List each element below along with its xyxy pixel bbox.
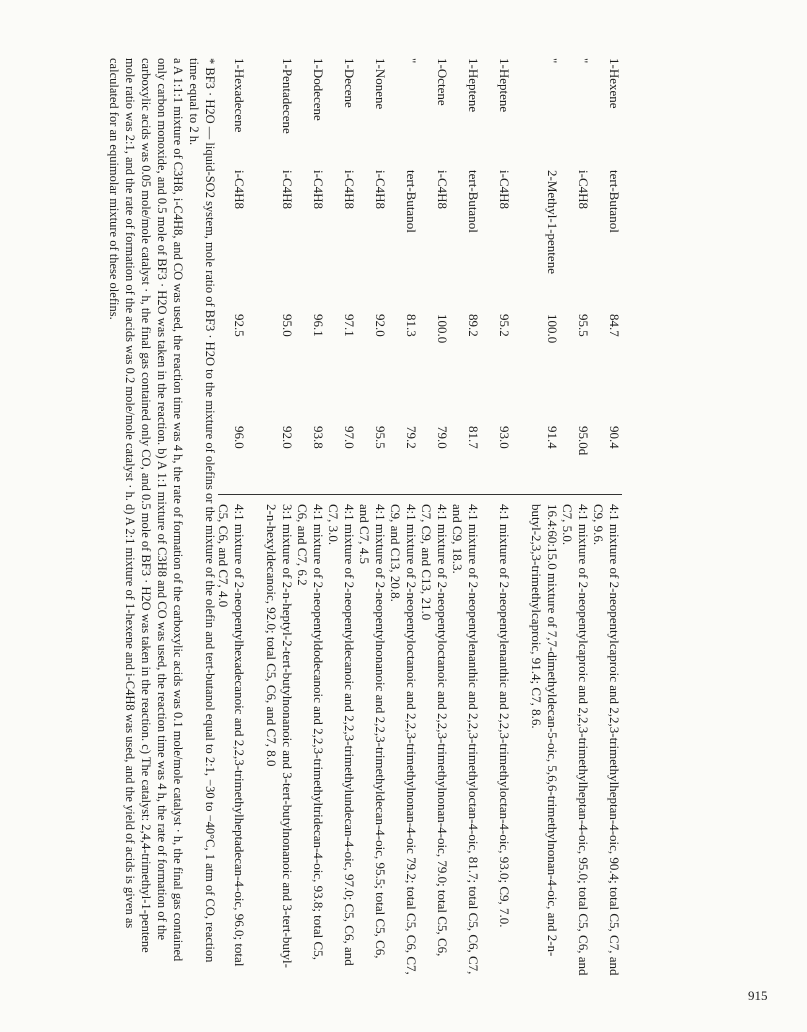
yield-cell: 91.4 (545, 426, 560, 449)
yield-cell: 81.7 (466, 426, 481, 449)
products-cell: 3:1 mixture of 2-n-heptyl-2-tert-butylnonanoic and 3-tert-butylnonanoic and 3-tert-butyl-2-n-hexyldecanoic, 92.0; total C5, C6, and C7, 8.0 (264, 504, 295, 968)
olefin-cell: 1-Pentadecene (280, 58, 295, 134)
rotated-table-page (82, 58, 622, 978)
conversion-cell: 97.1 (342, 314, 357, 337)
column-divider (218, 494, 622, 495)
olefin-cell: 1-Hexadecene (232, 58, 247, 133)
conversion-cell: 92.0 (373, 314, 388, 337)
conversion-cell: 95.0 (280, 314, 295, 337)
conversion-cell: 84.7 (607, 314, 622, 337)
footnote-letters: a A 1:1:1 mixture of C3H8, i-C4H8, and CO was used, the reaction time was 4 h, the rate of formation of the carboxylic acids was 0.1 mole/mole catalyst · h, the final gas contained only carbon monoxide, and 0.5 mole of BF3 · H2O was taken in the reaction. b) A 1:1 mixture of C3H8 and CO was used, the reaction time was 4 h, the rate of formation of the carboxylic acids was 0.05 mole/mole catalyst · h, the final gas contained only CO, and 0.5 mole of BF3 · H2O was taken in the reaction. c) The catalyst: 2,4,4-trimethyl-1-pentene mole ratio was 2:1, and the rate of formation of the acids was 0.2 mole/mole catalyst · h. d) A 2:1 mixture of 1-hexene and i-C4H8 was used, and the yield of acids is given as calculated for an equimolar mixture of these olefins. (107, 58, 185, 962)
cocatalyst-cell: i-C4H8 (576, 170, 591, 209)
products-cell: 4:1 mixture of 2-neopentyloctanoic and 2,2,3-trimethylnonan-4-oic 79.2; total C5, C6, C7, C9, and C13, 20.8. (388, 504, 419, 975)
cocatalyst-cell: i-C4H8 (435, 170, 450, 209)
yield-cell: 79.0 (435, 426, 450, 449)
yield-cell: 92.0 (280, 426, 295, 449)
footnotes (106, 58, 218, 978)
cocatalyst-cell: tert-Butanol (466, 170, 481, 233)
olefin-cell: 1-Heptene (497, 58, 512, 113)
cocatalyst-cell: i-C4H8 (280, 170, 295, 209)
products-cell: 4:1 mixture of 2-neopentylcaproic and 2,2,3-trimethylheptan-4-oic, 90.4; total C5, C7, and C9, 9.6. (591, 504, 622, 976)
cocatalyst-cell: i-C4H8 (311, 170, 326, 209)
products-cell: 4:1 mixture of 2-neopentylnonanoic and 2,2,3-trimethyldecan-4-oic, 95.5; total C5, C6, and C7, 4.5 (357, 504, 388, 959)
conversion-cell: 96.1 (311, 314, 326, 337)
cocatalyst-cell: i-C4H8 (232, 170, 247, 209)
page-number: 915 (748, 988, 768, 1003)
yield-cell: 90.4 (607, 426, 622, 449)
conversion-cell: 100.0 (435, 314, 450, 344)
products-cell: 16.4:60:15.0 mixture of 7,7-dimethyldecan-5-oic, 5,6,6-trimethylnonan-4-oic, and 2-n-butyl-2,3,3-trimethylcaproic, 91.4; C7, 8.6. (529, 504, 560, 957)
conversion-cell: 89.2 (466, 314, 481, 337)
olefin-cell: 1-Heptene (466, 58, 481, 113)
yield-cell: 93.0 (497, 426, 512, 449)
conversion-cell: 92.5 (232, 314, 247, 337)
products-cell: 4:1 mixture of 2-neopentylenanthic and 2,2,3-trimethyloctan-4-oic, 93.0; C9, 7.0. (497, 504, 512, 928)
yield-cell: 95.5 (373, 426, 388, 449)
products-cell: 4:1 mixture of 2-neopentyloctanoic and 2,2,3-trimethylnonan-4-oic, 79.0; total C5, C6, C7, C9, and C13, 21.0 (419, 504, 450, 957)
olefin-cell: 1-Nonene (373, 58, 388, 110)
yield-cell: 96.0 (232, 426, 247, 449)
yield-cell: 97.0 (342, 426, 357, 449)
cocatalyst-cell: i-C4H8 (342, 170, 357, 209)
olefin-cell: 1-Dodecene (311, 58, 326, 121)
products-cell: 4:1 mixture of 2-neopentylhexadecanoic and 2,2,3-trimethylheptadecan-4-oic, 96.0; total C5, C6, and C7, 4.0 (216, 504, 247, 967)
yield-cell: 95.0d (576, 426, 591, 456)
cocatalyst-cell: tert-Butanol (607, 170, 622, 233)
olefin-cell: " (576, 58, 591, 64)
yield-cell: 93.8 (311, 426, 326, 449)
conversion-cell: 100.0 (545, 314, 560, 344)
cocatalyst-cell: i-C4H8 (373, 170, 388, 209)
olefin-cell: 1-Octene (435, 58, 450, 106)
products-cell: 4:1 mixture of 2-neopentylcaproic and 2,2,3-trimethylheptan-4-oic, 95.0; total C5, C6, and C7, 5.0. (560, 504, 591, 976)
yield-cell: 79.2 (404, 426, 419, 449)
products-cell: 4:1 mixture of 2-neopentyldecanoic and 2,2,3-trimethylundecan-4-oic, 97.0; C5, C6, and C7, 3.0. (326, 504, 357, 966)
olefin-cell: " (545, 58, 560, 64)
olefin-cell: 1-Hexene (607, 58, 622, 109)
olefin-cell: " (404, 58, 419, 64)
olefin-cell: 1-Decene (342, 58, 357, 108)
products-cell: 4:1 mixture of 2-neopentylenanthic and 2,2,3-trimethyloctan-4-oic, 81.7; total C5, C6, C7, and C9, 18.3. (450, 504, 481, 975)
conversion-cell: 81.3 (404, 314, 419, 337)
conversion-cell: 95.5 (576, 314, 591, 337)
cocatalyst-cell: i-C4H8 (497, 170, 512, 209)
footnote-main: * BF3 · H2O — liquid-SO2 system, mole ratio of BF3 · H2O to the mixture of olefins or the mixture of the olefin and tert-butanol equal to 2:1, −30 to −40°C, 1 atm of CO, reaction time equal to 2 h. (187, 58, 217, 963)
cocatalyst-cell: 2-Methyl-1-pentene (545, 170, 560, 274)
products-cell: 4:1 mixture of 2-neopentyldodecanoic and 2,2,3-trimethyltridecan-4-oic, 93.8; total C5, C6, and C7, 6.2 (295, 504, 326, 960)
conversion-cell: 95.2 (497, 314, 512, 337)
cocatalyst-cell: tert-Butanol (404, 170, 419, 233)
